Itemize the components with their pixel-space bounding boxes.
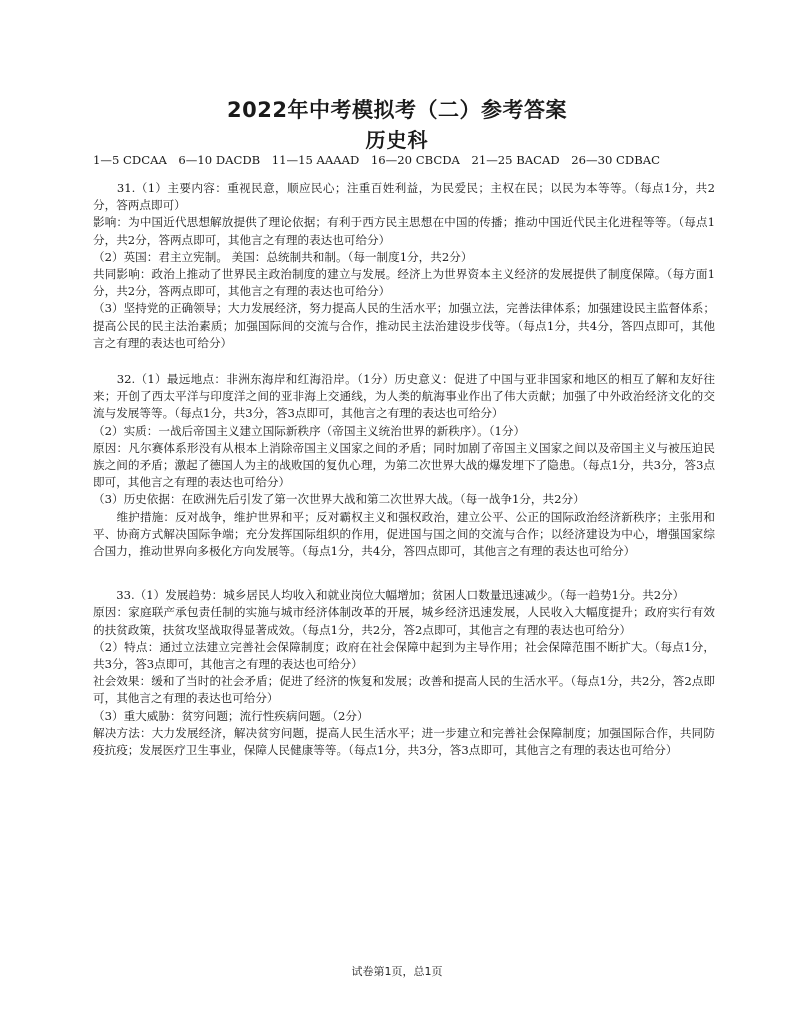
- question-32: [93, 371, 715, 560]
- q32-part2-reason: 原因：凡尔赛体系形没有从根本上消除帝国主义国家之间的矛盾；同时加剧了帝国主义国家之间以及帝国主义与被压迫民族之间的矛盾；激起了德国人为主的战败国的复仇心理，为第二次世界大战的爆发埋下了隐患。（每点1分，共3分，答3点即可，其他言之有理的表达也可给分）: [93, 440, 715, 490]
- choice-answers: 1—5 CDCAA 6—10 DACDB 11—15 AAAAD 16—20 CBCDA 21—25 BACAD 26—30 CDBAC: [93, 153, 660, 167]
- q31-part2-impact: 共同影响：政治上推动了世界民主政治制度的建立与发展。经济上为世界资本主义经济的发展提供了制度保障。（每方面1分，共2分，答两点即可，其他言之有理的表达也可给分）: [93, 267, 715, 299]
- page-subtitle: 历史科: [365, 128, 429, 152]
- question-31: [93, 180, 715, 352]
- question-33: [93, 587, 715, 759]
- answer-body: [93, 180, 715, 759]
- q33-part2-features: （2）特点：通过立法建立完善社会保障制度；政府在社会保障中起到为主导作用；社会保障范围不断扩大。（每点1分，共3分，答3点即可，其他言之有理的表达也可给分）: [93, 639, 715, 672]
- q32-part1: 32.（1）最远地点：非洲东海岸和红海沿岸。（1分）历史意义：促进了中国与亚非国家和地区的相互了解和友好往来；开创了西太平洋与印度洋之间的亚非海上交通线，为人类的航海事业作出了伟大贡献；加强了中外政治经济文化的交流与发展等等。（每点1分，共3分，答3点即可，其他言之有理的表达也可给分）: [93, 372, 715, 421]
- q33-part3-threats: （3）重大威胁：贫穷问题；流行性疾病问题。（2分）: [93, 708, 369, 723]
- q31-part1-content: 31.（1）主要内容：重视民意，顺应民心；注重百姓利益，为民爱民；主权在民；以民为本等等。（每点1分，共2分，答两点即可）: [93, 181, 715, 213]
- q33-part2-effect: 社会效果：缓和了当时的社会矛盾；促进了经济的恢复和发展；改善和提高人民的生活水平。（每点1分，共2分，答2点即可，其他言之有理的表达也可给分）: [93, 674, 715, 706]
- q33-part1-trend: 33.（1）发展趋势：城乡居民人均收入和就业岗位大幅增加；贫困人口数量迅速减少。（每一趋势1分。共2分）: [93, 588, 685, 603]
- page-title: 2022年中考模拟考（二）参考答案: [227, 98, 567, 122]
- q33-part1-reason: 原因：家庭联产承包责任制的实施与城市经济体制改革的开展，城乡经济迅速发展，人民收入大幅度提升；政府实行有效的扶贫政策，扶贫攻坚战取得显著成效。（每点1分，共2分，答2点即可，其他言之有理的表达也可给分）: [93, 605, 715, 637]
- q33-part3-solutions: 解决方法：大力发展经济，解决贫穷问题，提高人民生活水平；进一步建立和完善社会保障制度；加强国际合作，共同防疫抗疫；发展医疗卫生事业，保障人民健康等等。（每点1分，共3分，答3点即可，其他言之有理的表达也可给分）: [93, 725, 715, 758]
- q31-part2-systems: （2）英国：君主立宪制。 美国：总统制共和制。（每一制度1分，共2分）: [93, 249, 473, 264]
- q32-part3-basis: （3）历史依据：在欧洲先后引发了第一次世界大战和第二次世界大战。（每一战争1分，共2分）: [93, 492, 585, 507]
- q31-part3: （3）坚持党的正确领导；大力发展经济，努力提高人民的生活水平；加强立法，完善法律体系；加强建设民主监督体系；提高公民的民主法治素质；加强国际间的交流与合作，推动民主法治建设步伐等。（每点1分，共4分，答四点即可，其他言之有理的表达也可给分）: [93, 301, 715, 350]
- page-footer: 试卷第1页，总1页: [351, 965, 443, 978]
- q32-part3-measures: 维护措施：反对战争，维护世界和平；反对霸权主义和强权政治，建立公平、公正的国际政治经济新秩序；主张用和平、协商方式解决国际争端；充分发挥国际组织的作用，促进国与国之间的交流与合作；以经济建设为中心，增强国家综合国力，推动世界向多极化方向发展等。（每点1分，共4分，答四点即可，其他言之有理的表达也可给分）: [93, 509, 715, 559]
- q32-part2-essence: （2）实质：一战后帝国主义建立国际新秩序（帝国主义统治世界的新秩序）。（1分）: [93, 423, 526, 438]
- q31-part1-impact: 影响：为中国近代思想解放提供了理论依据；有利于西方民主思想在中国的传播；推动中国近代民主化进程等等。（每点1分，共2分，答两点即可，其他言之有理的表达也可给分）: [93, 215, 715, 247]
